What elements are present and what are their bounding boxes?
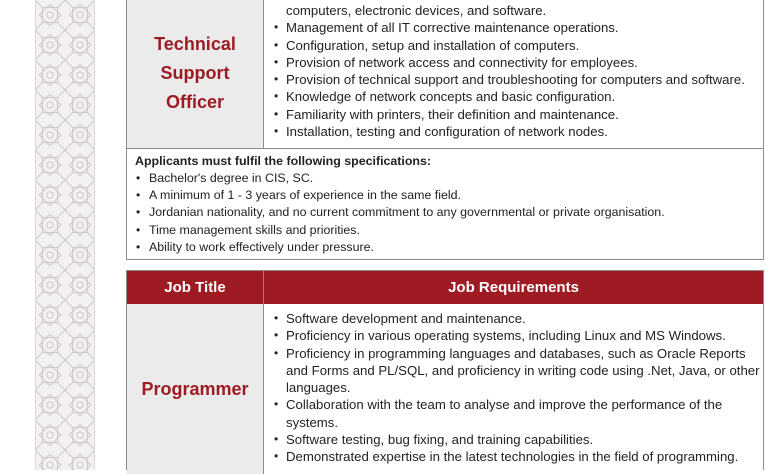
specification-item: • A minimum of 1 - 3 years of experience in the same field. [135, 187, 763, 204]
requirement-item: • Software testing, bug fixing, and training capabilities. [264, 431, 763, 448]
specifications-box [126, 148, 764, 260]
job-title-cell [127, 304, 264, 474]
requirement-item: • Provision of technical support and troubleshooting for computers and software. [264, 71, 763, 88]
requirement-item: • Demonstrated expertise in the latest technologies in the field of programming. [264, 448, 763, 465]
requirement-item: • Familiarity with printers, their definition and maintenance. [264, 106, 763, 123]
header-job-title: Job Title [127, 271, 264, 304]
job-title-line: Support [160, 63, 230, 83]
requirement-item: • Software development and maintenance. [264, 310, 763, 327]
requirement-item: • Configuration, setup and installation of computers. [264, 37, 763, 54]
requirements-list [264, 2, 763, 140]
specifications-list [135, 170, 763, 256]
job-title-cell [127, 0, 264, 148]
requirement-item: • computers, electronic devices, and software. [264, 2, 763, 19]
requirements-list [264, 310, 763, 466]
decorative-pattern-strip [35, 0, 95, 470]
specifications-heading: Applicants must fulfil the following specifications: [135, 154, 432, 168]
job-title-line: Officer [165, 92, 224, 112]
technical-support-officer-table [126, 0, 764, 149]
header-job-requirements: Job Requirements [448, 279, 579, 296]
job-requirements-cell [264, 310, 763, 466]
specification-item: • Bachelor's degree in CIS, SC. [135, 170, 763, 187]
requirement-item: • Collaboration with the team to analyse and improve the performance of the systems. [264, 396, 763, 431]
requirement-item: • Provision of network access and connectivity for employees. [264, 54, 763, 71]
job-title-technical-support-officer [154, 30, 236, 117]
job-requirements-cell [264, 2, 763, 140]
specification-item: • Ability to work effectively under pressure. [135, 239, 763, 256]
requirement-item: • Proficiency in programming languages and databases, such as Oracle Reports and Forms and PL/SQL, and proficiency in writing code using .Net, Java, or other languages. [264, 345, 763, 397]
specification-item: • Jordanian nationality, and no current commitment to any governmental or private organisation. [135, 204, 763, 221]
programmer-table [126, 270, 764, 470]
requirement-item: • Knowledge of network concepts and basic configuration. [264, 88, 763, 105]
requirement-item: • Installation, testing and configuration of network nodes. [264, 123, 763, 140]
table-header-row [127, 271, 763, 304]
requirement-item: • Management of all IT corrective maintenance operations. [264, 19, 763, 36]
job-title-line: Technical [154, 34, 236, 54]
requirement-item: • Proficiency in various operating systems, including Linux and MS Windows. [264, 327, 763, 344]
job-title-programmer: Programmer [141, 378, 249, 399]
specification-item: • Time management skills and priorities. [135, 222, 763, 239]
